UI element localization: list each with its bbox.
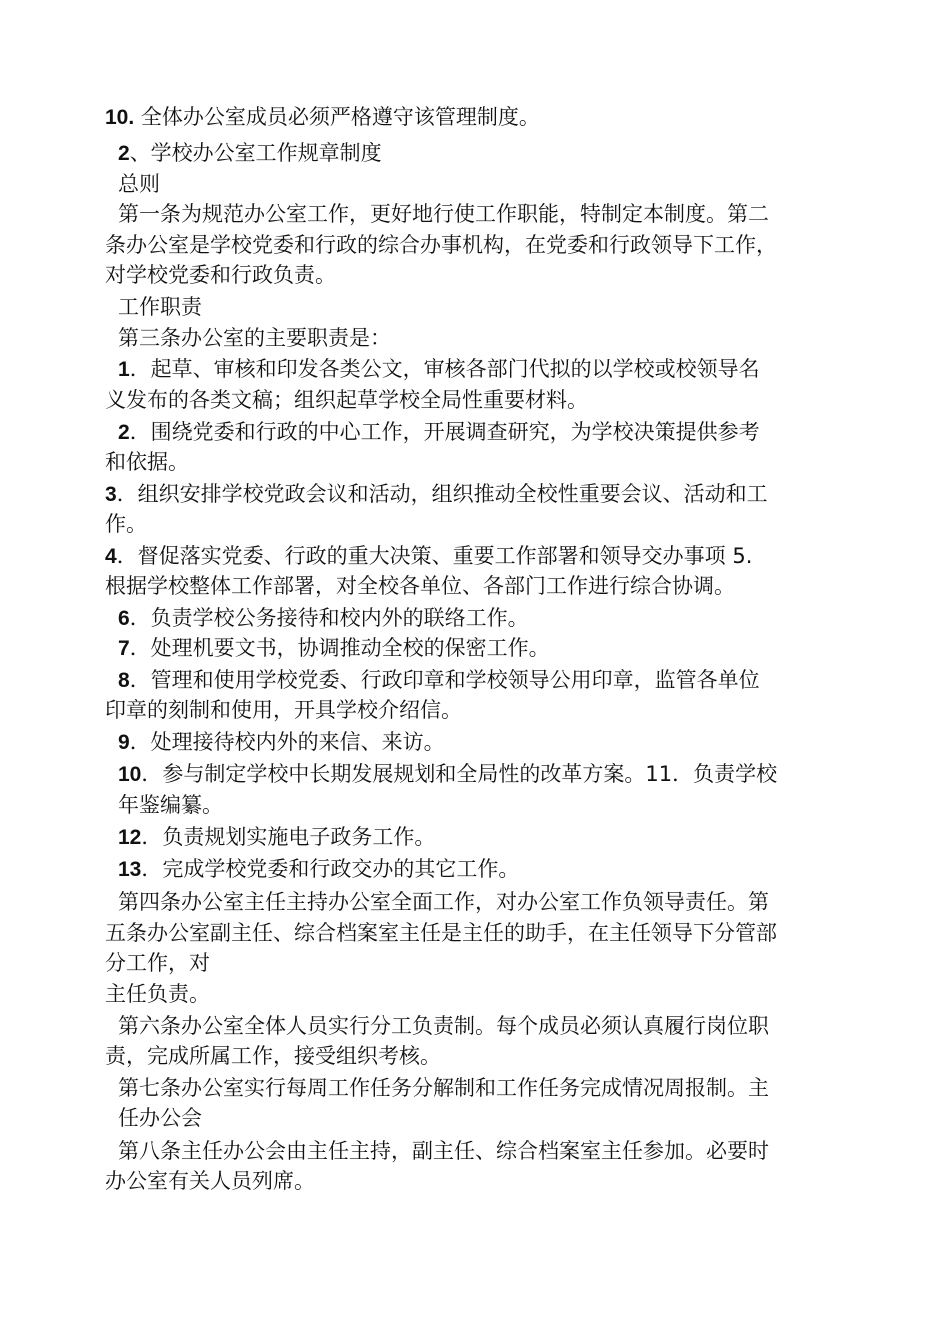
document-line (118, 823, 435, 852)
document-line (105, 696, 462, 724)
document-line (105, 980, 210, 1008)
document-line (118, 200, 769, 228)
line-text: ．管理和使用学校党委、行政印章和学校领导公用印章，监管各单位 (129, 668, 760, 692)
document-line (118, 324, 391, 352)
line-text: ．完成学校党委和行政交办的其它工作。 (141, 857, 520, 881)
item-number: 8 (118, 669, 130, 692)
line-text: ．负责规划实施电子政务工作。 (141, 825, 436, 849)
line-text: ．督促落实党委、行政的重大决策、重要工作部署和领导交办事项 5. (116, 544, 753, 568)
document-line (105, 919, 777, 947)
document-line (105, 231, 777, 259)
line-text: 年鉴编纂。 (118, 793, 223, 817)
line-text: 对学校党委和行政负责。 (105, 263, 336, 287)
document-line (105, 261, 336, 289)
line-text: 条办公室是学校党委和行政的综合办事机构，在党委和行政领导下工作， (105, 233, 777, 257)
item-number: 10 (118, 763, 142, 786)
line-text: ．组织安排学校党政会议和活动，组织推动全校性重要会议、活动和工 (116, 482, 768, 506)
document-line (118, 418, 760, 447)
line-text: ．起草、审核和印发各类公文，审核各部门代拟的以学校或校领导名 (129, 357, 760, 381)
document-line (118, 855, 519, 884)
line-text: 第一条为规范办公室工作，更好地行使工作职能，特制定本制度。第二 (118, 202, 769, 226)
line-text: 工作职责 (118, 295, 202, 319)
document-line (105, 480, 768, 509)
line-text: 五条办公室副主任、综合档案室主任是主任的助手，在主任领导下分管部 (105, 921, 777, 945)
document-line (105, 949, 210, 977)
document-line (105, 510, 147, 538)
line-text: 作。 (105, 512, 147, 536)
document-line (118, 1104, 202, 1132)
line-text: 印章的刻制和使用，开具学校介绍信。 (105, 698, 462, 722)
item-number: 12 (118, 826, 142, 849)
document-line (105, 1042, 441, 1070)
line-text: ．处理接待校内外的来信、来访。 (129, 730, 445, 754)
document-line (118, 634, 550, 663)
line-text: 第七条办公室实行每周工作任务分解制和工作任务完成情况周报制。主 (118, 1076, 769, 1100)
line-text: 、学校办公室工作规章制度 (129, 141, 382, 165)
line-text: 分工作，对 (105, 951, 210, 975)
document-line (118, 170, 160, 198)
item-number: 2 (118, 421, 130, 444)
line-text: ．参与制定学校中长期发展规划和全局性的改革方案。11．负责学校 (141, 762, 778, 786)
line-text: 第六条办公室全体人员实行分工负责制。每个成员必须认真履行岗位职 (118, 1014, 769, 1038)
line-text: 第四条办公室主任主持办公室全面工作，对办公室工作负领导责任。第 (118, 890, 769, 914)
item-number: 2 (118, 142, 130, 165)
document-line (118, 888, 769, 916)
item-number: 3 (105, 483, 117, 506)
document-line (118, 139, 382, 168)
document-line (118, 293, 202, 321)
document-line (118, 1074, 769, 1102)
line-text: 任办公会 (118, 1106, 202, 1130)
line-text: 第三条办公室的主要职责是： (118, 326, 391, 350)
line-text: 和依据。 (105, 450, 189, 474)
document-line (118, 760, 777, 789)
line-text: 全体办公室成员必须严格遵守该管理制度。 (134, 105, 540, 129)
item-number: 4 (105, 545, 117, 568)
line-text: 责，完成所属工作，接受组织考核。 (105, 1044, 441, 1068)
line-text: 主任负责。 (105, 982, 210, 1006)
line-text: 义发布的各类文稿；组织起草学校全局性重要材料。 (105, 388, 588, 412)
document-line (105, 448, 189, 476)
document-line (118, 1137, 769, 1165)
document-line (118, 728, 445, 757)
document-line (118, 355, 760, 384)
item-number: 6 (118, 607, 130, 630)
document-line (105, 103, 540, 132)
item-number: 7 (118, 637, 130, 660)
line-text: 根据学校整体工作部署，对全校各单位、各部门工作进行综合协调。 (105, 574, 735, 598)
item-number: 9 (118, 731, 130, 754)
line-text: ．围绕党委和行政的中心工作，开展调查研究，为学校决策提供参考 (129, 420, 760, 444)
item-number: 10. (105, 106, 135, 129)
document-line (105, 572, 735, 600)
document-line (118, 1012, 769, 1040)
line-text: 总则 (118, 172, 160, 196)
document-line (118, 604, 529, 633)
item-number: 1 (118, 358, 130, 381)
document-line (118, 791, 223, 819)
document-line (105, 1167, 315, 1195)
line-text: ．负责学校公务接待和校内外的联络工作。 (129, 606, 529, 630)
item-number: 13 (118, 858, 142, 881)
document-line (105, 386, 588, 414)
line-text: ．处理机要文书，协调推动全校的保密工作。 (129, 636, 550, 660)
document-line (105, 542, 752, 571)
document-line (118, 666, 760, 695)
line-text: 第八条主任办公会由主任主持，副主任、综合档案室主任参加。必要时 (118, 1139, 769, 1163)
line-text: 办公室有关人员列席。 (105, 1169, 315, 1193)
